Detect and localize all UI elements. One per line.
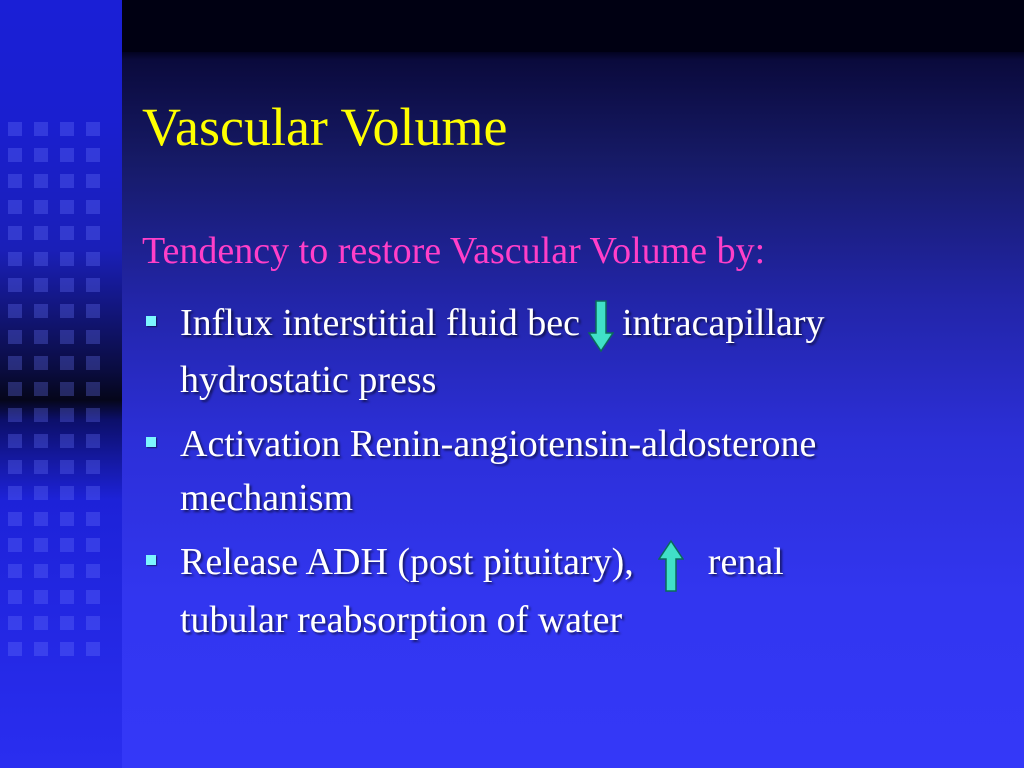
- decorative-square: [34, 564, 48, 578]
- decorative-square: [8, 148, 22, 162]
- decorative-square: [60, 460, 74, 474]
- decorative-square: [8, 460, 22, 474]
- decorative-square: [8, 642, 22, 656]
- bullet-text: intracapillary: [621, 302, 825, 344]
- decorative-square: [86, 564, 100, 578]
- decorative-square: [86, 174, 100, 188]
- bullet-item-release-adh: [142, 535, 982, 646]
- decorative-square: [8, 538, 22, 552]
- decorative-square: [8, 226, 22, 240]
- decorative-square: [8, 356, 22, 370]
- decorative-square: [8, 408, 22, 422]
- decorative-square: [86, 434, 100, 448]
- decorative-square: [8, 616, 22, 630]
- bullet-marker-icon: [146, 555, 156, 565]
- bullet-list: [142, 296, 982, 657]
- decorative-square: [60, 330, 74, 344]
- decorative-square: [60, 174, 74, 188]
- decorative-square: [34, 330, 48, 344]
- decorative-square: [86, 226, 100, 240]
- decorative-square: [34, 512, 48, 526]
- decorative-square: [86, 512, 100, 526]
- decorative-square: [8, 590, 22, 604]
- decorative-square: [86, 590, 100, 604]
- decorative-square: [60, 538, 74, 552]
- decorative-square: [34, 278, 48, 292]
- left-decorative-strip: [0, 0, 122, 768]
- decorative-square: [8, 278, 22, 292]
- bullet-marker-icon: [146, 437, 156, 447]
- bullet-text: hydrostatic press: [180, 359, 437, 402]
- decorative-square: [86, 486, 100, 500]
- decorative-square: [34, 122, 48, 136]
- decorative-square: [86, 616, 100, 630]
- decorative-square: [8, 122, 22, 136]
- decorative-square: [60, 382, 74, 396]
- decorative-square: [8, 252, 22, 266]
- intro-text: Tendency to restore Vascular Volume by:: [142, 230, 766, 272]
- decorative-square: [86, 408, 100, 422]
- up-arrow-icon: [658, 539, 684, 593]
- decorative-square: [60, 512, 74, 526]
- decorative-square: [60, 616, 74, 630]
- decorative-square: [60, 408, 74, 422]
- decorative-square: [34, 642, 48, 656]
- decorative-square: [8, 304, 22, 318]
- decorative-square: [8, 382, 22, 396]
- bullet-text: tubular reabsorption of water: [180, 598, 623, 641]
- decorative-square: [86, 122, 100, 136]
- decorative-square: [60, 590, 74, 604]
- decorative-square: [86, 330, 100, 344]
- slide-title: Vascular Volume: [142, 97, 508, 157]
- decorative-square: [86, 278, 100, 292]
- decorative-square: [86, 382, 100, 396]
- decorative-square: [86, 538, 100, 552]
- decorative-square: [86, 200, 100, 214]
- decorative-square: [8, 486, 22, 500]
- decorative-square: [34, 460, 48, 474]
- bullet-text: Activation Renin-angiotensin-aldosterone: [180, 423, 817, 466]
- bullet-text: Release ADH (post pituitary),: [180, 541, 634, 584]
- decorative-square: [34, 538, 48, 552]
- bullet-line: [180, 296, 982, 353]
- bullet-item-influx: [142, 296, 982, 407]
- decorative-square: [34, 382, 48, 396]
- decorative-square: [8, 330, 22, 344]
- decorative-square: [60, 486, 74, 500]
- decorative-square: [8, 200, 22, 214]
- decorative-square: [86, 148, 100, 162]
- decorative-square: [34, 408, 48, 422]
- decorative-square: [60, 226, 74, 240]
- bullet-line: [180, 535, 982, 592]
- decorative-square: [8, 174, 22, 188]
- top-band: [122, 0, 1024, 52]
- decorative-square: [34, 226, 48, 240]
- decorative-square: [86, 304, 100, 318]
- decorative-square: [60, 278, 74, 292]
- decorative-square: [60, 356, 74, 370]
- decorative-square: [34, 148, 48, 162]
- decorative-square: [60, 434, 74, 448]
- decorative-square: [34, 486, 48, 500]
- decorative-square: [34, 434, 48, 448]
- bullet-text: Influx interstitial fluid bec: [180, 302, 580, 344]
- decorative-square: [60, 122, 74, 136]
- decorative-square: [34, 616, 48, 630]
- down-arrow-icon: [588, 299, 614, 353]
- decorative-square: [86, 642, 100, 656]
- decorative-square: [60, 642, 74, 656]
- decorative-square-grid: [8, 122, 118, 682]
- decorative-square: [60, 252, 74, 266]
- decorative-square: [34, 200, 48, 214]
- decorative-square: [8, 434, 22, 448]
- decorative-square: [60, 148, 74, 162]
- bullet-marker-icon: [146, 316, 156, 326]
- decorative-square: [8, 564, 22, 578]
- decorative-square: [34, 174, 48, 188]
- decorative-square: [34, 356, 48, 370]
- decorative-square: [34, 252, 48, 266]
- decorative-square: [86, 252, 100, 266]
- decorative-square: [8, 512, 22, 526]
- decorative-square: [86, 356, 100, 370]
- decorative-square: [34, 590, 48, 604]
- decorative-square: [60, 200, 74, 214]
- decorative-square: [34, 304, 48, 318]
- decorative-square: [60, 304, 74, 318]
- decorative-square: [60, 564, 74, 578]
- bullet-text: mechanism: [180, 477, 354, 520]
- decorative-square: [86, 460, 100, 474]
- bullet-text: renal: [707, 541, 784, 584]
- bullet-item-activation: [142, 417, 982, 525]
